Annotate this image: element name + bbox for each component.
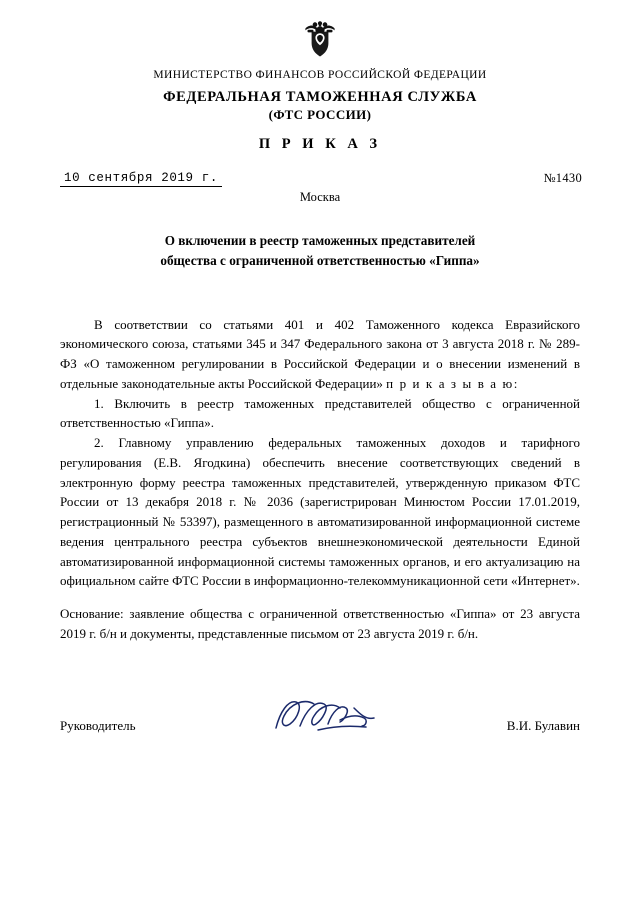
paragraph-basis: Основание: заявление общества с ограниченной ответственностью «Гиппа» от 23 августа 2019 г. б/н и документы, представленные письмом от 23 августа 2019 г. б/н.: [60, 606, 580, 641]
signer-name: В.И. Булавин: [506, 717, 580, 733]
signer-role: Руководитель: [60, 717, 136, 733]
signature-block: [60, 702, 580, 742]
page-title: [105, 231, 535, 271]
body-spacer: [60, 591, 580, 604]
service-short-line: (ФТС РОССИИ): [268, 107, 372, 123]
document-city: Москва: [299, 190, 341, 205]
ministry-line: МИНИСТЕРСТВО ФИНАНСОВ РОССИЙСКОЙ ФЕДЕРАЦИИ: [153, 69, 487, 81]
service-line: ФЕДЕРАЛЬНАЯ ТАМОЖЕННАЯ СЛУЖБА: [163, 89, 477, 105]
handwritten-signature-icon: [270, 694, 380, 742]
document-header: [0, 69, 640, 153]
paragraph-item-1: 1. Включить в реестр таможенных представителей общество с ограниченной ответственностью «Гиппа».: [60, 395, 580, 431]
document-body: [60, 315, 580, 644]
paragraph-preamble: [60, 315, 580, 394]
russian-coat-of-arms-icon: [302, 18, 338, 58]
order-word: п р и к а з ы в а ю:: [386, 375, 520, 391]
document-number: №1430: [543, 171, 582, 186]
title-line-1: О включении в реестр таможенных представителей: [164, 233, 476, 249]
emblem-container: [0, 0, 640, 63]
paragraph-item-2: 2. Главному управлению федеральных таможенных доходов и тарифного регулирования (Е.В. Ягодкина) обеспечить внесение соответствующих сведений в электронную форму реестра таможенных представителей, утвержденную приказом ФТС России от 13 декабря 2018 г. № 2036 (зарегистрирован Минюстом России 17.01.2019, регистрационный № 53397), размещенного в автоматизированной информационной системе ведения центрального реестра субъектов внешнеэкономической деятельности Единой автоматизированной информационной системы таможенных органов, и его актуализацию на официальном сайте ФТС России в информационно-телекоммуникационной сети «Интернет».: [60, 435, 580, 589]
document-meta: [0, 171, 640, 205]
title-line-2: общества с ограниченной ответственностью «Гиппа»: [160, 252, 480, 268]
document-type: П Р И К А З: [258, 136, 382, 153]
document-date: 10 сентября 2019 г.: [60, 171, 222, 187]
preamble-text: В соответствии со статьями 401 и 402 Таможенного кодекса Евразийского экономического союза, статьями 345 и 347 Федерального закона от 3 августа 2018 г. № 289-ФЗ «О таможенном регулировании в Российской Федерации и о внесении изменений в отдельные законодательные акты Российской Федерации»: [60, 316, 580, 391]
